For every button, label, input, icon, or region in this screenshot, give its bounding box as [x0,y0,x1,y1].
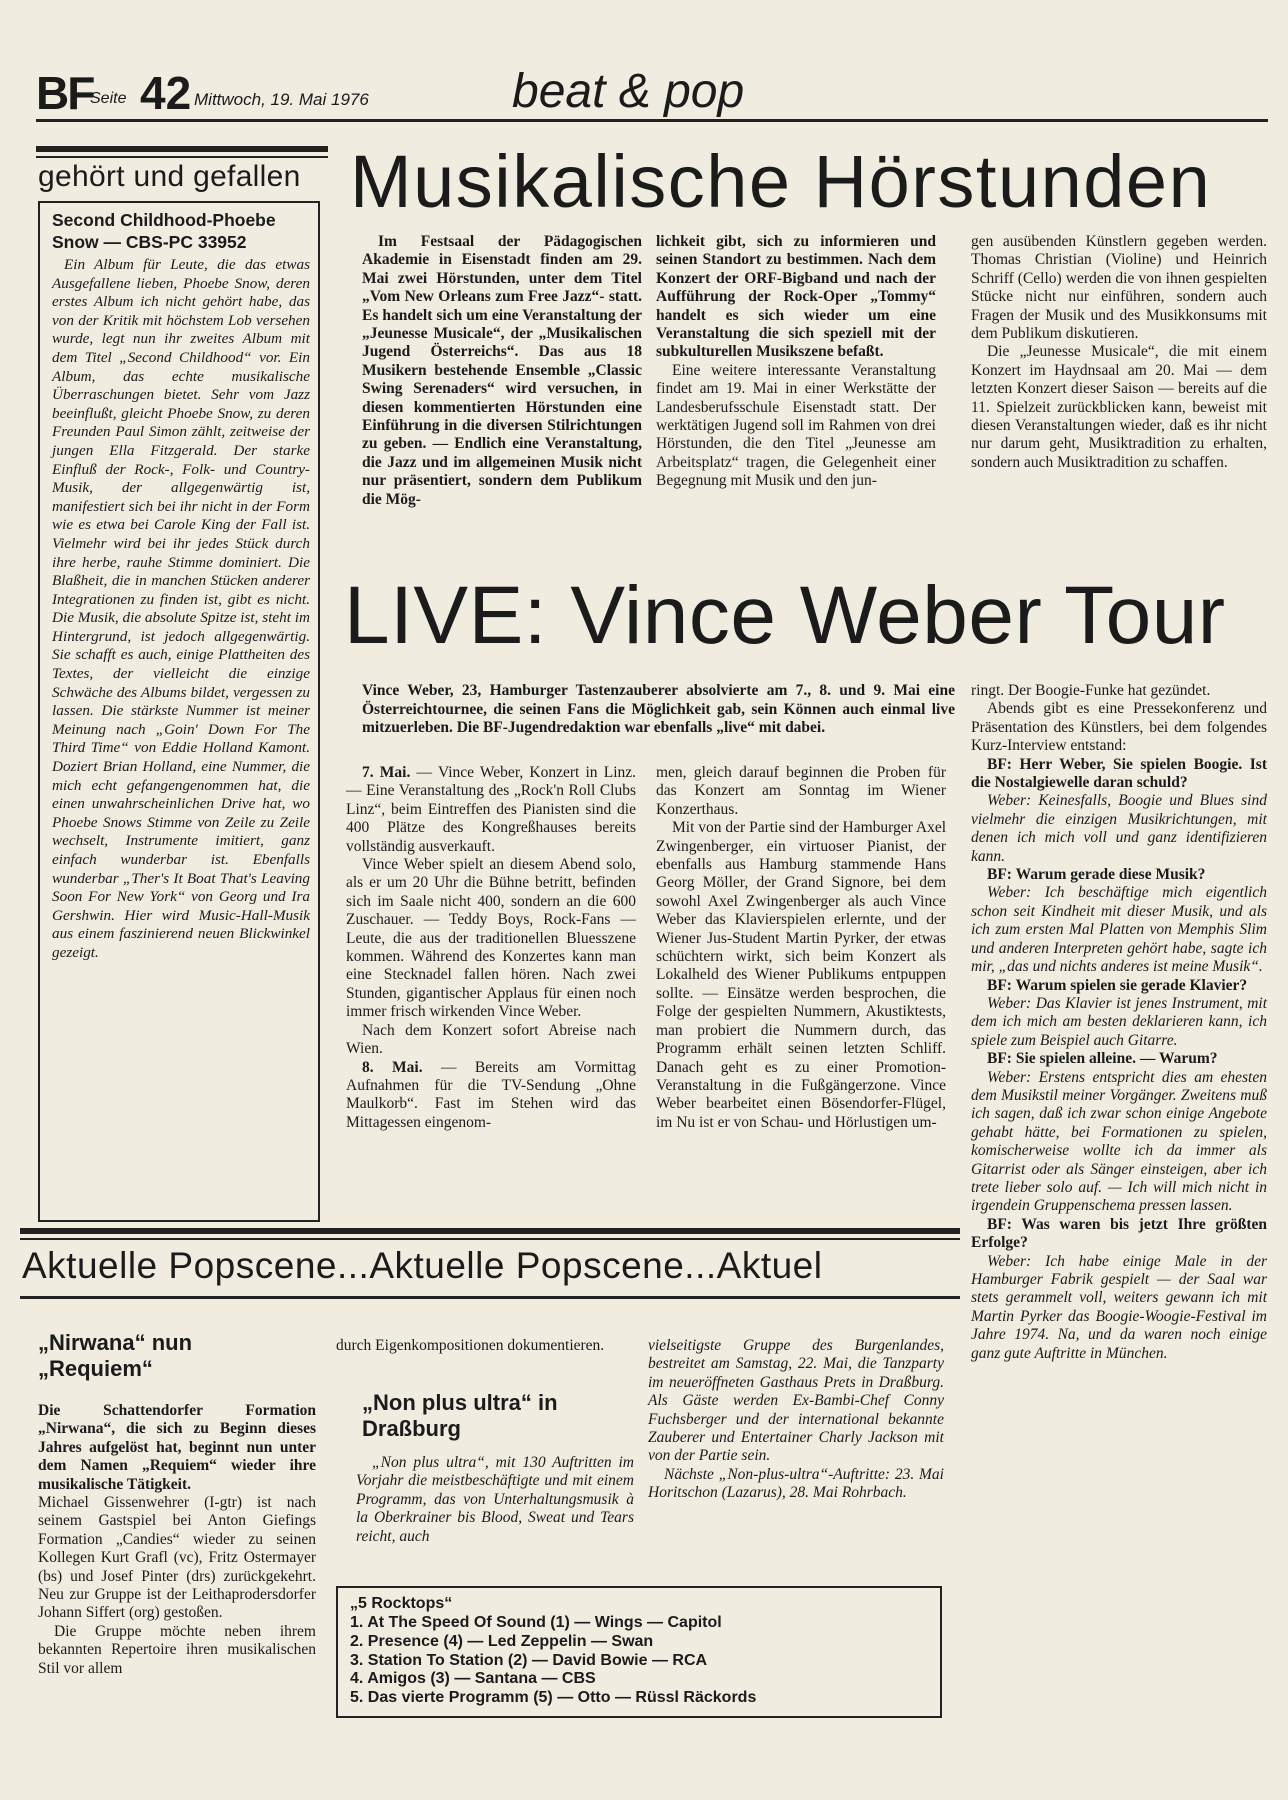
nirwana-article [38,1402,316,1678]
interview-answer: Weber: Keinesfalls, Boogie und Blues sind vielmehr die einzigen Musikrichtungen, mit denen ich mich voll und ganz identifizieren kann. [971,792,1267,865]
article1-headline: Musikalische Hörstunden [350,140,1212,223]
article2-c3-p1: ringt. Der Boogie-Funke hat gezündet. [971,682,1211,699]
nirwana-body1: Michael Gissenwehrer (I-gtr) ist nach seinem Gastspiel bei Anton Giefings Formation „Candies“ wieder zu seinen Kollegen Kurt Grafl (vc), Fritz Ostermayer (bs) und Josef Pinter (drs) zurückgekehrt. Neu zur Gruppe ist der Leithaprodersdorfer Johann Siffert (org) gestoßen. [38,1494,316,1622]
nonplusultra-article [356,1454,634,1546]
rocktops-box [336,1586,942,1718]
review-box [38,201,320,1222]
left-column-rule [36,146,328,158]
rocktops-item: 2. Presence (4) — Led Zeppelin — Swan [350,1632,654,1650]
popscene-banner: Aktuelle Popscene...Aktuelle Popscene...Aktuel [22,1245,823,1286]
interview-answer: Weber: Erstens entspricht dies am ehesten dem Musikstil meiner Vorgänger. Zweitens muß ich sagen, daß ich zwar schon einige Angebote gehabt hätte, bei Formationen zu spielen, komischerweise wollte ich da immer als Gitarrist oder als Sänger einsteigen, aber ich trete lieber solo auf. — Ich will mich nicht in irgendein Gruppenschema pressen lassen. [971,1068,1267,1215]
article1-col1-text: Im Festsaal der Pädagogischen Akademie in Eisenstadt finden am 29. Mai zwei Hörstunden, unter dem Titel „Vom New Orleans zum Free Jazz“- statt. Es handelt sich um eine Veranstaltung der „Jeunesse Musicale“, der „Musikalischen Jugend Österreichs“. Das aus 18 Musikern bestehende Ensemble „Classic Swing Serenaders“ wird versuchen, in diesen kommentierten Hörstunden eine Einführung in die diversen Stilrichtungen zu geben. — Endlich eine Veranstaltung, die Jazz und im allgemeinen Musik nicht nur präsentiert, sondern dem Publikum die Mög- [362,233,642,508]
article2-headline: LIVE: Vince Weber Tour [344,570,1226,661]
interview-question: BF: Warum spielen sie gerade Klavier? [987,976,1248,994]
popscene-banner-rule [20,1296,960,1299]
rocktops-item: 5. Das vierte Programm (5) — Otto — Rüssl Räckords [350,1689,757,1707]
interview-answer: Weber: Ich habe einige Male in der Hamburger Fabrik gespielt — der Saal war stets gerammelt voll, weiters gewann ich mit Martin Pyrker das Boogie-Woogie-Festival im Jahre 1974. Na, und da waren noch einige ganz gute Auftritte in München. [971,1252,1267,1362]
article2-c1-p3: Nach dem Konzert sofort Abreise nach Wien. [346,1021,636,1058]
article1-col3a: gen ausübenden Künstlern gegeben werden. Thomas Christian (Violine) und Heinrich Schriff (Cello) werden die von ihnen gespielten Stücke nicht nur einführen, sondern auch Fragen der Musik und des Musikkonsums mit dem Publikum diskutieren. [971,233,1267,343]
article1-col2-text: Eine weitere interessante Veranstaltung findet am 19. Mai in einer Werkstätte der Landesberufsschule Eisenstadt statt. Der werktätigen Jugend soll im Rahmen von drei Hörstunden, die den Titel „Jeunesse am Arbeitsplatz“ tragen, die Gelegenheit einer Begegnung mit Musik und den jun- [656,361,936,490]
nirwana-lead: Die Schattendorfer Formation „Nirwana“, die sich zu Beginn dieses Jahres aufgelöst hat, beginnt nun unter dem Namen „Requiem“ wieder ihre musikalische Tätigkeit. [38,1402,316,1493]
article2-c1-p2: Vince Weber spielt an diesem Abend solo, als er um 20 Uhr die Bühne betritt, befinden sich im Saale nicht 400, sondern an die 600 Zuschauer. — Teddy Boys, Rock-Fans — Leute, die aus der traditionellen Bluesszene kommen. Während des Konzertes kann man eine Stecknadel fallen hören. Nach zwei Stunden, gigantischer Applaus für einen noch immer frisch wirkenden Vince Weber. [346,856,636,1021]
article1-col1 [362,233,642,509]
nonplusultra-body: „Non plus ultra“, mit 130 Auftritten im Vorjahr die meistbeschäftigte und mit einem Programm, das von Unterhaltungsmusik à la Oberkrainer bis Blood, Sweat und Tears reicht, auch [356,1454,634,1545]
date-8-mai: 8. Mai. [362,1058,423,1076]
interview-question: BF: Herr Weber, Sie spielen Boogie. Ist die Nostalgiewelle daran schuld? [971,755,1267,792]
section-title: beat & pop [512,65,745,118]
rocktops-item: 3. Station To Station (2) — David Bowie — RCA [350,1651,708,1669]
article2-c3-p2: Abends gibt es eine Pressekonferenz und Präsentation des Künstlers, bei dem folgendes Kurz-Interview entstand: [971,700,1267,755]
article2-c1-p4: — Bereits am Vormittag Aufnahmen für die TV-Sendung „Ohne Maulkorb“. Fast im Stehen wird das Mittagessen eingenom- [346,1058,636,1131]
nonplusultra-continued [648,1337,944,1503]
article1-col3b: Die „Jeunesse Musicale“, die mit einem Konzert im Haydnsaal am 20. Mai — dem letzten Konzert dieser Saison — bereits auf die 11. Spielzeit zurückblicken kann, beweist mit diesen Veranstaltungen wieder, daß es ihr nicht nur darum geht, Musiktradition zu erhalten, sondern auch Musiktradition zu schaffen. [971,343,1267,471]
article2-col1 [346,764,636,1132]
review-kicker: gehört und gefallen [38,160,301,193]
interview-answer: Weber: Ich beschäftige mich eigentlich schon seit Kindheit mit dieser Musik, und als ich zum ersten Mal Platten von Memphis Slim und anderen Interpreten gehört habe, sagte ich mir, „das und nichts anderes ist meine Musik“. [971,884,1267,976]
interview-question: BF: Warum gerade diese Musik? [987,866,1206,884]
article1-col2 [656,233,936,491]
nonplusultra-cont: vielseitigste Gruppe des Burgenlandes, bestreitet am Samstag, 22. Mai, die Tanzparty im neueröffneten Gasthaus Prets in Draßburg. Als Gäste werden Ex-Bambi-Chef Conny Fuchsberger und der international bekannte Zauberer und Entertainer Charly Jackson mit von der Partie sein. [648,1337,944,1465]
rocktops-item: 1. At The Speed Of Sound (1) — Wings — Capitol [350,1614,722,1631]
review-title: Second Childhood-Phoebe Snow — CBS-PC 33952 [52,210,276,252]
nirwana-cont-text: durch Eigenkompositionen dokumentieren. [336,1337,605,1354]
nonplusultra-next: Nächste „Non-plus-ultra“-Auftritte: 23. Mai Horitschon (Lazarus), 28. Mai Rohrbach. [648,1465,944,1502]
masthead [36,62,1268,122]
nirwana-body2: Die Gruppe möchte neben ihrem bekannten Repertoire ihren musikalischen Stil vor allem [38,1622,316,1677]
issue-date: Mittwoch, 19. Mai 1976 [194,90,369,109]
article2-c2-p2: Mit von der Partie sind der Hamburger Axel Zwingenberger, ein virtuoser Pianist, der ebenfalls aus Hamburg stammende Hans Georg Möller, der Grand Signore, bei dem sowohl Axel Zwingenberger als auch Vince Weber das Klavierspielen erlernte, und der Wiener Jus-Student Martin Pyrker, der etwas schüchtern wirkt, sich beim Konzert als Lokalheld des Wiener Publikums entpuppen sollte. — Einsätze werden besprochen, die Folge der gespielten Nummern, Akustiktests, man probiert die Nummern durch, das Programm erhält seinen letzten Schliff. Danach geht es zu einer Promotion-Veranstaltung in die Fußgängerzone. Vince Weber bearbeitet einen Bösendorfer-Flügel, im Nu ist er von Schau- und Hörlustigen um- [656,819,946,1131]
page-number: 42 [140,67,192,119]
nonplusultra-headline: „Non plus ultra“ in Draßburg [362,1390,558,1441]
article1-col2-bold: lichkeit gibt, sich zu informieren und seinen Standort zu bestimmen. Nach dem Konzert der ORF-Bigband und nach der Aufführung der Rock-Oper „Tommy“ handelt es sich wieder um eine Veranstaltung die sich speziell mit der subkulturellen Musikszene befaßt. [656,233,936,361]
rocktops-title: „5 Rocktops“ [350,1595,453,1612]
interview-answer: Weber: Das Klavier ist jenes Instrument, mit dem ich mich am besten deklarieren kann, ich spiele zum Beispiel auch Gitarre. [971,994,1267,1049]
article2-col3 [971,682,1267,1363]
interview-question: BF: Sie spielen alleine. — Warum? [987,1050,1218,1068]
article2-col2 [656,764,946,1132]
nirwana-continued [336,1337,630,1355]
article2-lead: Vince Weber, 23, Hamburger Tastenzauberer absolvierte am 7., 8. und 9. Mai eine Österreichtournee, die seinen Fans die Möglichkeit gab, sein Können auch einmal live mitzuerleben. Die BF-Jugendredaktion war ebenfalls „live“ mit dabei. [362,682,955,737]
article2-c1-p1: — Vince Weber, Konzert in Linz. — Eine Veranstaltung des „Rock'n Roll Clubs Linz“, beim Eintreffen des Pianisten sind die 400 Plätze des Kongreßhauses bereits vollständig ausverkauft. [346,764,637,855]
date-7-mai: 7. Mai. [362,764,411,781]
interview-question: BF: Was waren bis jetzt Ihre größten Erfolge? [971,1215,1267,1252]
review-body: Ein Album für Leute, die das etwas Ausgefallene lieben, Phoebe Snow, deren erstes Album ich nicht gehört habe, das von der Kritik mit höchstem Lob versehen wurde, legt nun ihr zweites Album mit dem Titel „Second Childhood“ vor. Ein Album, das echte musikalische Überraschungen bietet. Sehr vom Jazz beeinflußt, gleicht Phoebe Snow, zu deren Freunden Paul Simon zählt, zeitweise der jungen Ella Fitzgerald. Der starke Einfluß der Rock-, Folk- und Country-Musik, der allgegenwärtig ist, manifestiert sich bei ihr nicht in der Form wie es etwa bei Carole King der Fall ist. Vielmehr wird bei ihr jedes Stück durch ihre herbe, rauhe Stimme dominiert. Die Blaßheit, die in manchen Stücken anderer Integrationen zu finden ist, gibt es nicht. Die Musik, die absolute Spitze ist, steht im Hintergrund, ist jedoch allgegenwärtig. Sie schafft es auch, einige Plattheiten des Textes, der vielleicht die einzige Schwäche des Albums bildet, vergessen zu lassen. Die stärkste Nummer ist meiner Meinung nach „Goin' Down For The Third Time“ von Eddie Holland Kamont. Doziert Brian Holland, eine Nummer, die mich echt gefangengenommen hat, die einen unwahrscheinlichen Drive hat, wo Phoebe Snows Stimme von Zeile zu Zeile wechselt, Instrumente imitiert, ganz einfach wunderbar ist. Ebenfalls wunderbar „Ther's It Boat That's Leaving Soon For New York“ von Georg und Ira Gershwin. Hier wird Music-Hall-Musik aus einem faszinierend neuen Blickwinkel gezeigt. [52,256,310,961]
nirwana-headline: „Nirwana“ nun „Requiem“ [38,1330,193,1381]
article1-col3 [971,233,1267,472]
article2-c2-p1: men, gleich darauf beginnen die Proben für das Konzert am Sonntag im Wiener Konzerthaus. [656,764,946,818]
page-label: Seite [90,90,127,107]
newspaper-logo: BF [36,67,94,119]
rocktops-item: 4. Amigos (3) — Santana — CBS [350,1670,596,1688]
